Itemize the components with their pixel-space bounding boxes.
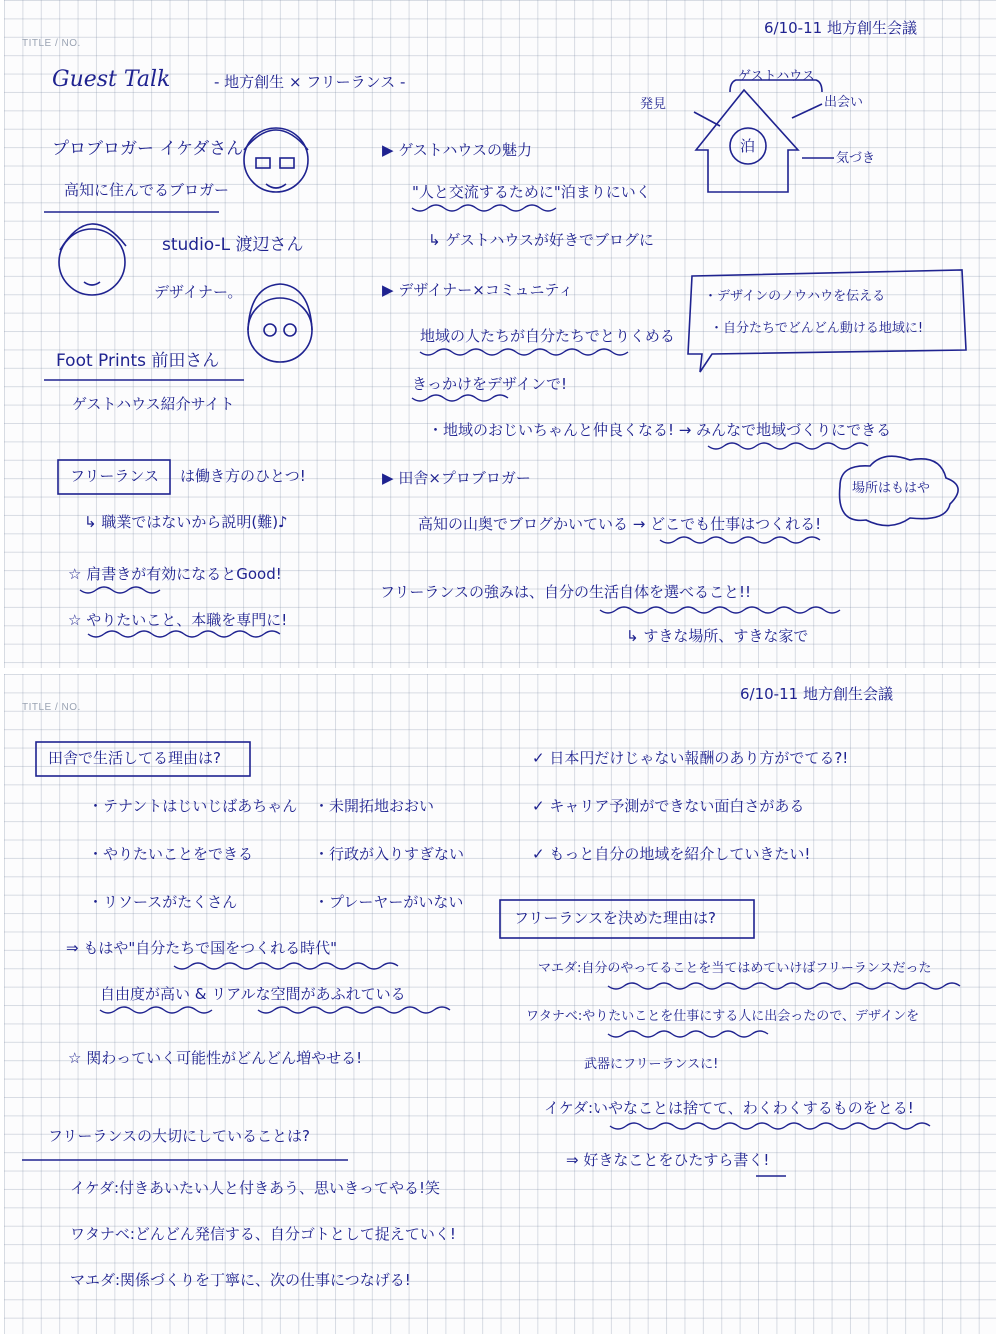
star-note-2: ☆ やりたいこと、本職を専門に!	[68, 611, 288, 629]
notebook-page-bottom	[4, 674, 996, 1334]
speaker2-name: studio-L 渡辺さん	[162, 235, 304, 255]
callout-line1: ・デザインのノウハウを伝える	[704, 289, 886, 304]
conclusion-3: ☆ 関わっていく可能性がどんどん増やせる!	[68, 1049, 363, 1067]
check-1: ✓ 日本円だけじゃない報酬のあり方がでてる?!	[532, 749, 849, 767]
question-2: フリーランスの大切にしていることは?	[48, 1127, 310, 1145]
title-no-label-2: TITLE / NO.	[22, 702, 81, 713]
bullet3-line1: 高知の山奥でブログかいている → どこでも仕事はつくれる!	[418, 515, 822, 533]
bullet1-line1: "人と交流するために"泊まりにいく	[412, 183, 651, 201]
star-note-1: ☆ 肩書きが有効になるとGood!	[68, 565, 282, 583]
bullet2-line1: 地域の人たちが自分たちでとりくめる	[420, 327, 675, 345]
date-title: 6/10-11 地方創生会議	[764, 19, 917, 37]
cloud-text: 場所はもはや	[852, 481, 931, 496]
freelance-box-label: フリーランス	[70, 467, 159, 485]
house-discover: 発見	[640, 97, 667, 112]
conclusion-1: ⇒ もはや"自分たちで国をつくれる時代"	[66, 939, 337, 957]
bullet2-title-text: デザイナー×コミュニティ	[398, 281, 574, 299]
bullet2-title: ▶ デザイナー×コミュニティ	[382, 281, 574, 299]
list-1b: ・未開拓地おおい	[314, 797, 435, 815]
bullet2-line3: ・地域のおじいちゃんと仲良くなる! → みんなで地域づくりにできる	[428, 421, 892, 439]
reason-watanabe-1: ワタナベ:やりたいことを仕事にする人に出会ったので、デザインを	[526, 1009, 920, 1024]
wavy-underlines-bottom	[4, 674, 996, 1334]
talk-title: Guest Talk	[52, 67, 171, 92]
bullet1-title: ▶ ゲストハウスの魅力	[382, 141, 532, 159]
reply-ikeda: イケダ:付きあいたい人と付きあう、思いきってやる!笑	[70, 1179, 441, 1197]
speaker3-desc: ゲストハウス紹介サイト	[72, 395, 235, 413]
speaker3-name: Foot Prints 前田さん	[56, 351, 220, 371]
callout-line2: ・自分たちでどんどん動ける地域に!	[710, 321, 924, 336]
date-title-2: 6/10-11 地方創生会議	[740, 685, 893, 703]
title-no-label: TITLE / NO.	[22, 38, 81, 49]
list-2b: ・行政が入りすぎない	[314, 845, 465, 863]
house-notice: 気づき	[836, 151, 876, 166]
check-2: ✓ キャリア予測ができない面白さがある	[532, 797, 805, 815]
reply-watanabe: ワタナベ:どんどん発信する、自分ゴトとして捉えていく!	[70, 1225, 456, 1243]
bullet2-line2: きっかけをデザインで!	[412, 375, 567, 393]
bullet3-title: ▶ 田舎×プロブロガー	[382, 469, 531, 487]
question-1: 田舎で生活してる理由は?	[48, 749, 221, 767]
list-2a: ・やりたいことをできる	[88, 845, 254, 863]
strength-line: フリーランスの強みは、自分の生活自体を選べること!!	[380, 583, 751, 601]
house-center: 泊	[740, 137, 756, 155]
bullet1-line2: ↳ ゲストハウスが好きでブログに	[428, 231, 654, 249]
conclusion-2: 自由度が高い & リアルな空間があふれている	[100, 985, 406, 1003]
speaker2-desc: デザイナー。	[154, 283, 243, 301]
freelance-note: ↳ 職業ではないから説明(難)♪	[84, 513, 288, 531]
notebook-page-top	[4, 0, 996, 668]
wavy-underlines-top	[4, 0, 996, 668]
reason-ikeda-2: ⇒ 好きなことをひたすら書く!	[566, 1151, 770, 1169]
bullet1-title-text: ゲストハウスの魅力	[398, 141, 532, 159]
check-3: ✓ もっと自分の地域を紹介していきたい!	[532, 845, 811, 863]
reason-ikeda: イケダ:いやなことは捨てて、わくわくするものをとる!	[544, 1099, 914, 1117]
house-label: ゲストハウス	[738, 69, 815, 84]
talk-subtitle: - 地方創生 × フリーランス -	[214, 73, 406, 91]
speaker1-desc: 高知に住んでるブロガー	[64, 181, 230, 199]
freelance-question: は働き方のひとつ!	[180, 467, 306, 485]
reply-maeda: マエダ:関係づくりを丁寧に、次の仕事につなげる!	[70, 1271, 411, 1289]
strength-sub: ↳ すきな場所、すきな家で	[626, 627, 809, 645]
reason-watanabe-2: 武器にフリーランスに!	[584, 1057, 719, 1072]
bullet3-title-text: 田舎×プロブロガー	[398, 469, 531, 487]
reason-maeda: マエダ:自分のやってることを当てはめていけばフリーランスだった	[538, 961, 932, 976]
question-3: フリーランスを決めた理由は?	[514, 909, 716, 927]
list-1a: ・テナントはじいじばあちゃん	[88, 797, 298, 815]
list-3a: ・リソースがたくさん	[88, 893, 238, 911]
speaker1-name: プロブロガー イケダさん	[52, 139, 244, 159]
list-3b: ・プレーヤーがいない	[314, 893, 464, 911]
house-meet: 出会い	[824, 95, 864, 110]
